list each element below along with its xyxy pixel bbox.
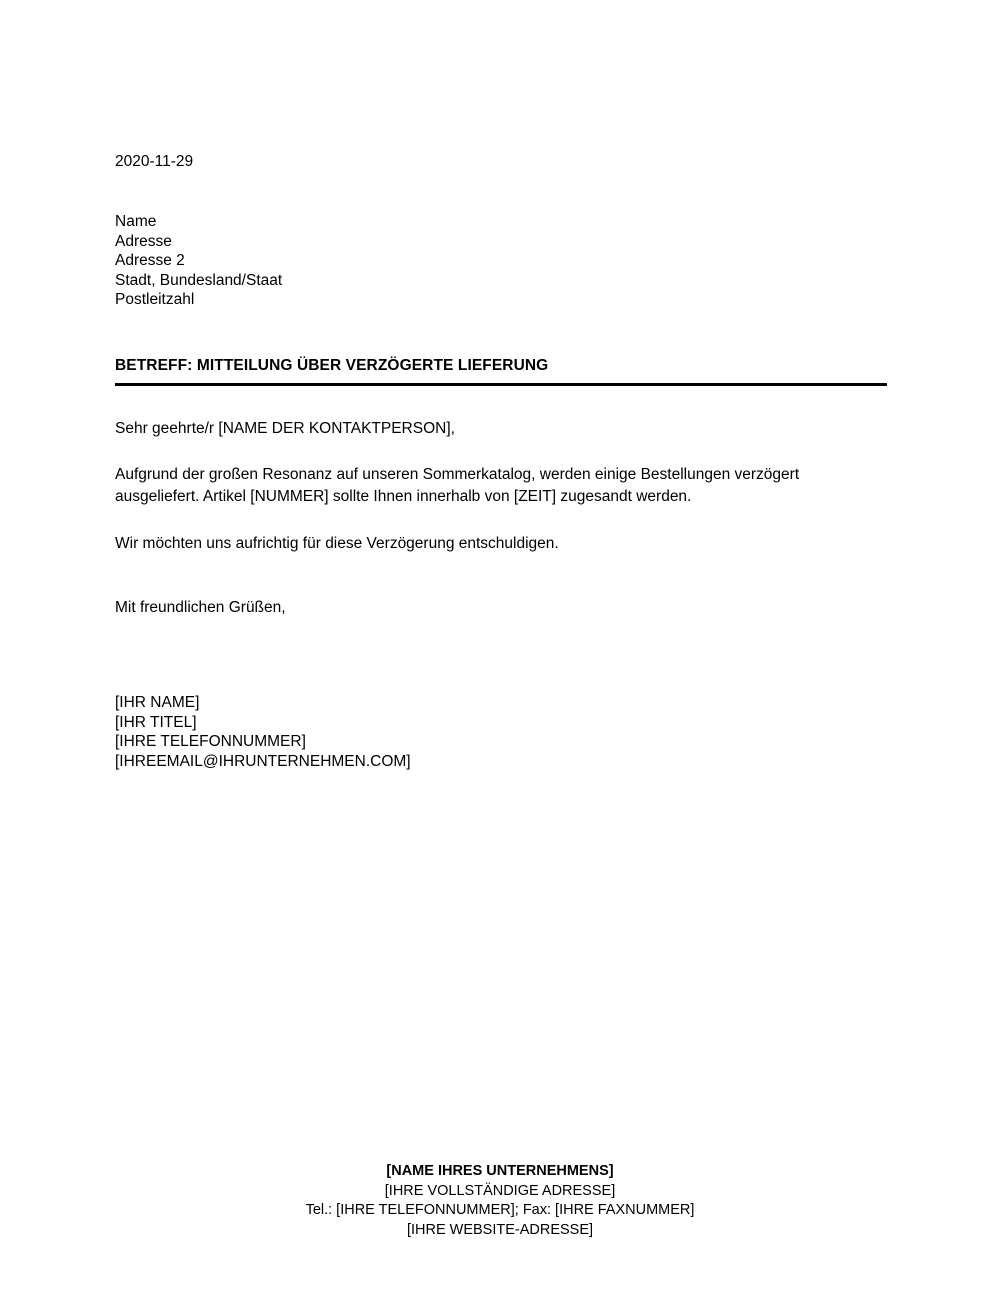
signature-line: [IHR NAME] xyxy=(115,694,200,711)
footer-company-name: [NAME IHRES UNTERNEHMENS] xyxy=(386,1163,614,1179)
recipient-line: Adresse 2 xyxy=(115,252,185,269)
letter-paragraph: Aufgrund der großen Resonanz auf unseren Sommerkatalog, werden einige Bestellungen verzögert ausgeliefert. Artikel [NUMMER] sollte Ihnen innerhalb von [ZEIT] zugesandt werden. xyxy=(115,465,800,505)
footer-website: [IHRE WEBSITE-ADRESSE] xyxy=(406,1221,594,1238)
letter-subject: BETREFF: MITTEILUNG ÜBER VERZÖGERTE LIEFERUNG xyxy=(115,356,549,374)
footer-contact: Tel.: [IHRE TELEFONNUMMER]; Fax: [IHRE FAXNUMMER] xyxy=(305,1202,695,1218)
signature-block xyxy=(115,693,887,771)
recipient-line: Name xyxy=(115,213,157,230)
recipient-line: Adresse xyxy=(115,232,172,250)
letter-body xyxy=(115,152,887,771)
letter-salutation: Sehr geehrte/r [NAME DER KONTAKTPERSON], xyxy=(115,419,455,437)
signature-line: [IHRE TELEFONNUMMER] xyxy=(115,733,306,750)
letter-closing: Mit freundlichen Grüßen, xyxy=(115,599,286,616)
recipient-address-block xyxy=(115,212,887,310)
letter-date: 2020-11-29 xyxy=(115,153,194,170)
footer-address: [IHRE VOLLSTÄNDIGE ADRESSE] xyxy=(384,1182,616,1199)
letter-footer xyxy=(0,1162,1000,1240)
letter-paragraph: Wir möchten uns aufrichtig für diese Verzögerung entschuldigen. xyxy=(115,534,559,552)
signature-line: [IHR TITEL] xyxy=(115,713,197,731)
subject-divider xyxy=(115,383,887,386)
recipient-line: Stadt, Bundesland/Staat xyxy=(115,271,283,289)
recipient-line: Postleitzahl xyxy=(115,291,195,308)
signature-line: [IHREEMAIL@IHRUNTERNEHMEN.COM] xyxy=(115,752,411,770)
